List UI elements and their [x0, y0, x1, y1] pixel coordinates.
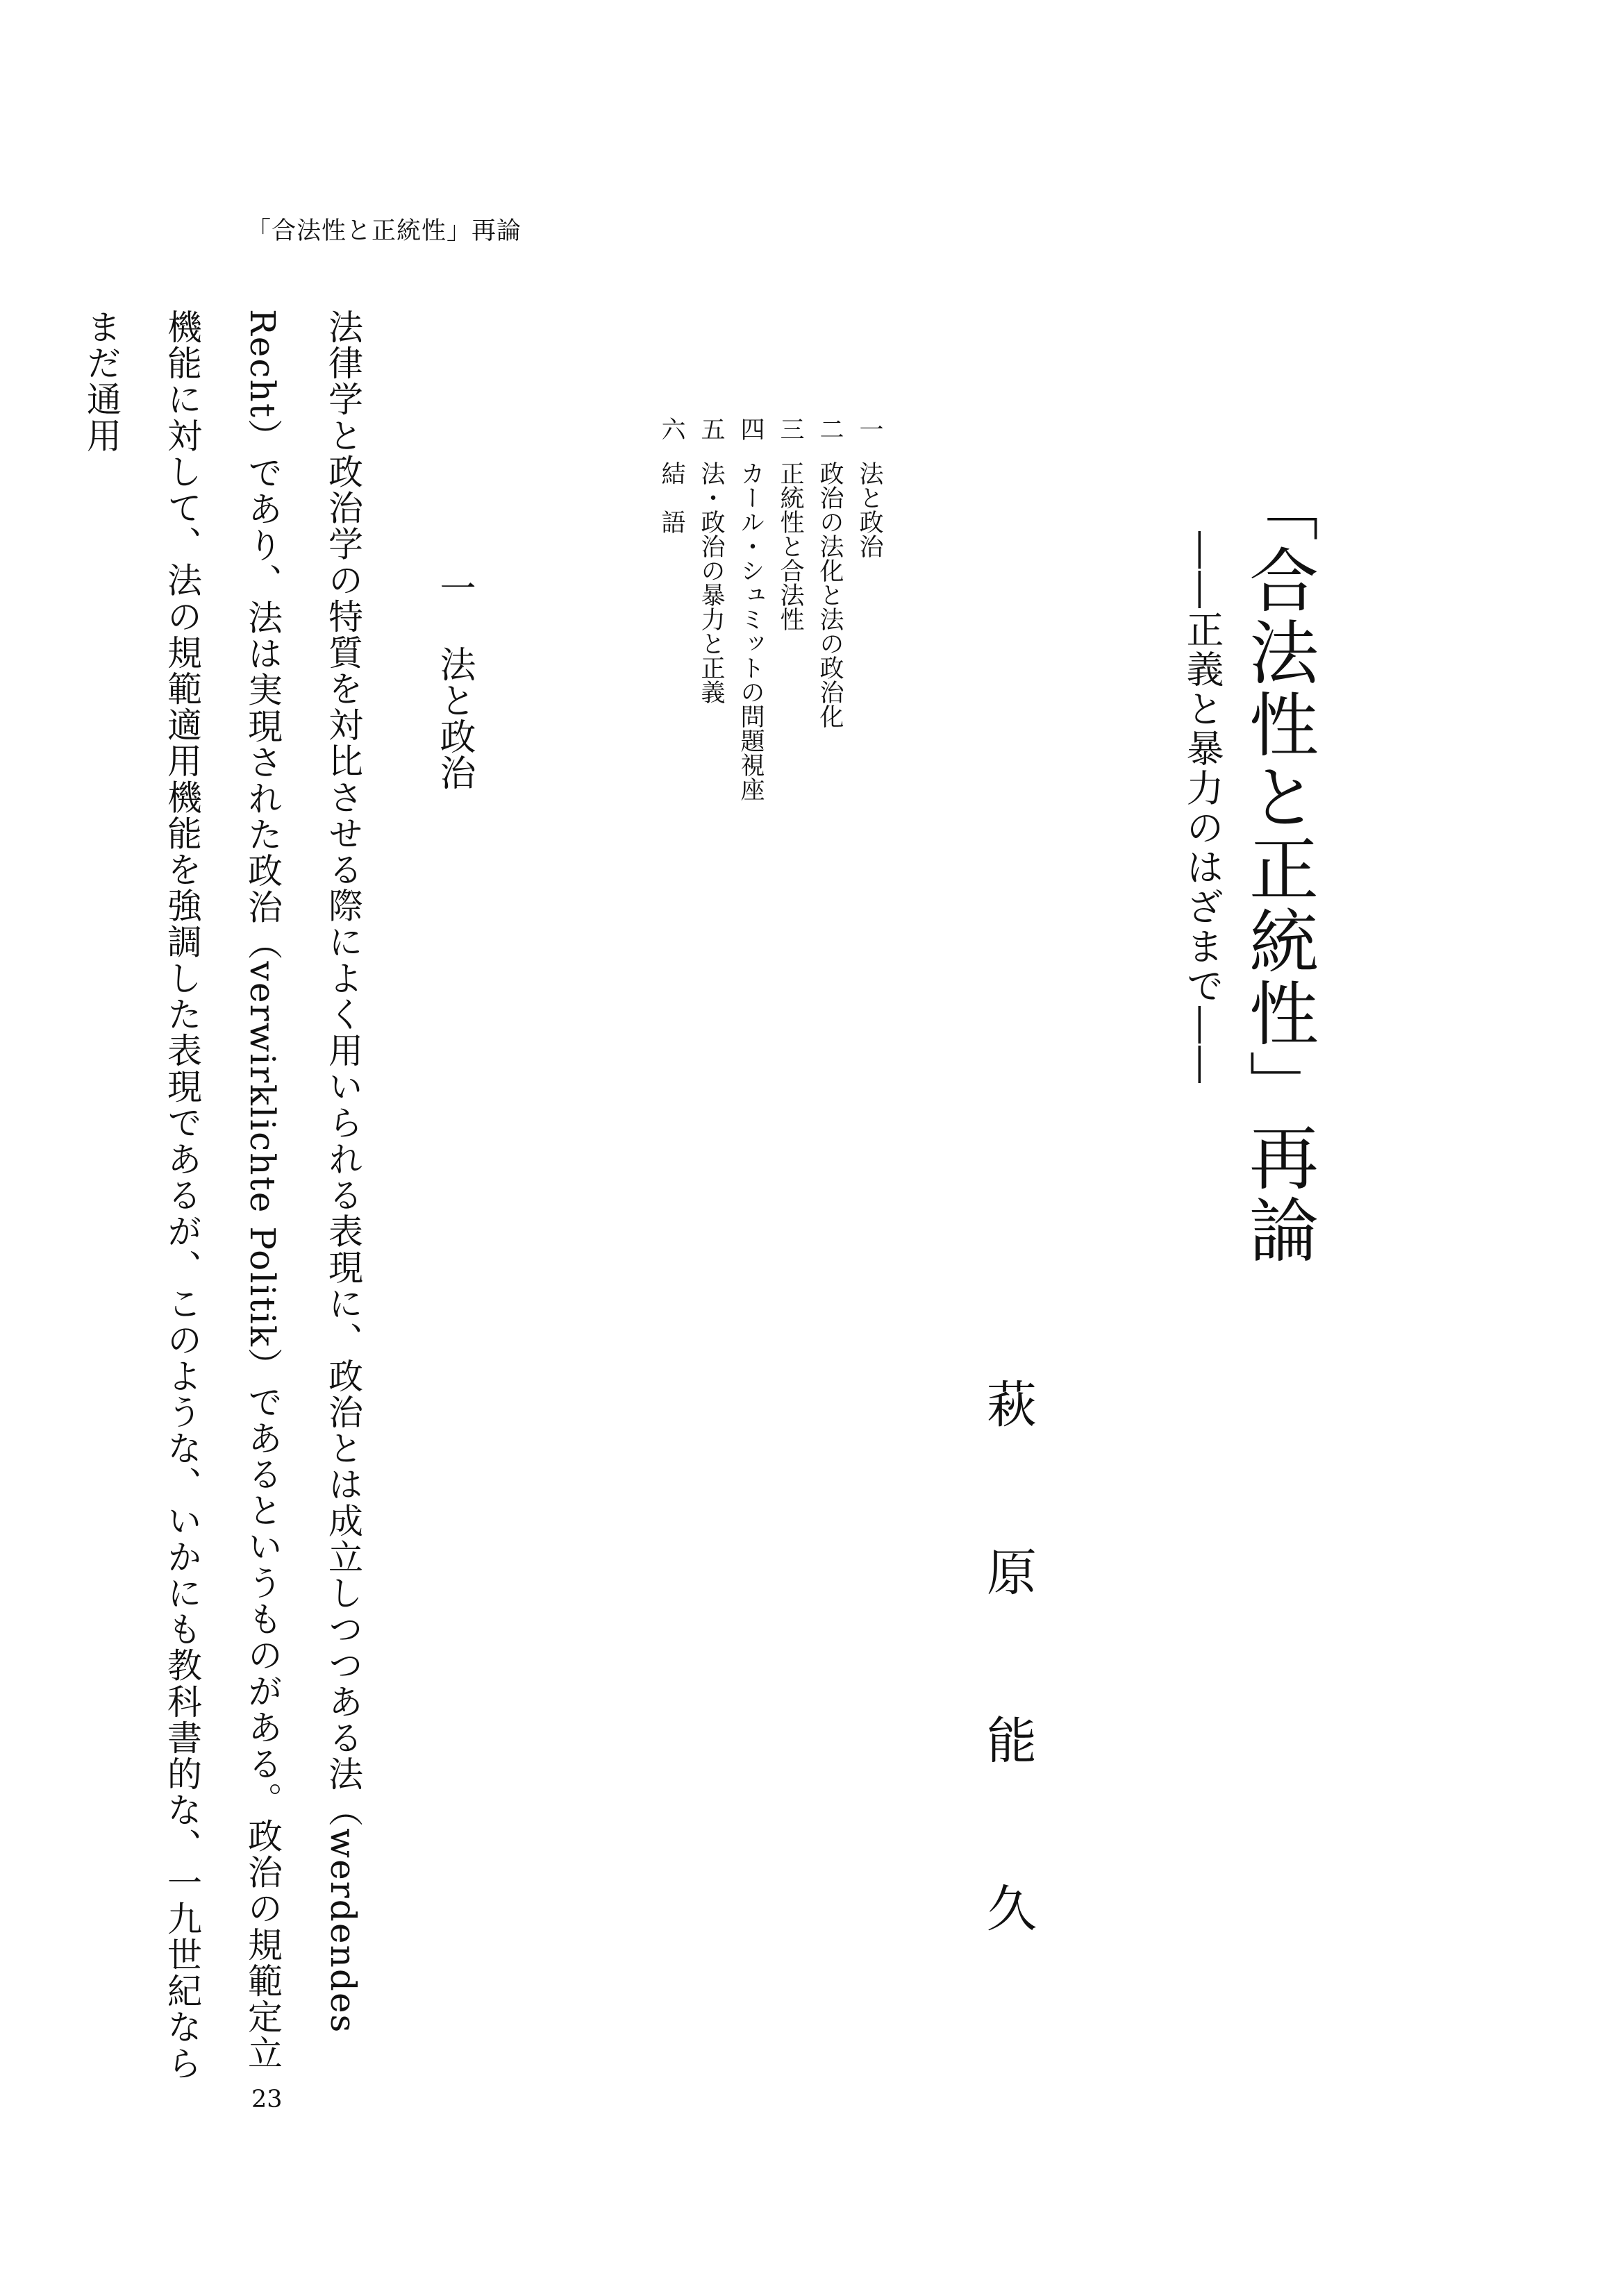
toc-item-label: 政治の法化と法の政治化: [816, 461, 844, 728]
toc-item-number: 五: [697, 417, 725, 441]
toc-item: [651, 417, 691, 972]
article-title: 「合法性と正統性」再論: [1237, 472, 1319, 1266]
toc-item-label: 法・政治の暴力と正義: [697, 461, 725, 704]
toc-item: [849, 417, 889, 972]
toc-item-label: 正統性と合法性: [776, 461, 804, 631]
section-heading: [433, 569, 475, 790]
author-name: 萩原能久: [978, 1378, 1037, 2050]
toc-item-label: カール・シュミットの問題視座: [737, 461, 765, 801]
running-head: 「合法性と正統性」再論: [247, 217, 522, 245]
section-heading-label: 法と政治: [433, 646, 475, 790]
article-subtitle: ――正義と暴力のはざまで――: [1181, 531, 1224, 1085]
toc-item-label: 法と政治: [856, 461, 883, 558]
toc-item: [770, 417, 810, 972]
page-number: 23: [251, 2086, 283, 2113]
table-of-contents: [611, 417, 889, 972]
toc-item-number: 二: [816, 417, 844, 441]
toc-item-number: 一: [856, 417, 883, 441]
toc-item: [731, 417, 770, 972]
toc-item-number: 三: [776, 417, 804, 441]
toc-item: [691, 417, 731, 972]
body-paragraph: 法律学と政治学の特質を対比させる際によく用いられる表現に、政治とは成立しつつある法（werdendes Recht）であり、法は実現された政治（verwirklichte Politik）であるというものがある。政治の規範定立機能に対して、法の規範適用機能を強調した表現であるが、このような、いかにも教科書的な、一九世紀ならまだ通用: [81, 309, 363, 2081]
section-heading-number: 一: [433, 569, 475, 605]
toc-item-number: 四: [737, 417, 765, 441]
toc-item-number: 六: [658, 417, 685, 441]
toc-item-label: 結 語: [658, 461, 685, 534]
toc-item: [810, 417, 849, 972]
